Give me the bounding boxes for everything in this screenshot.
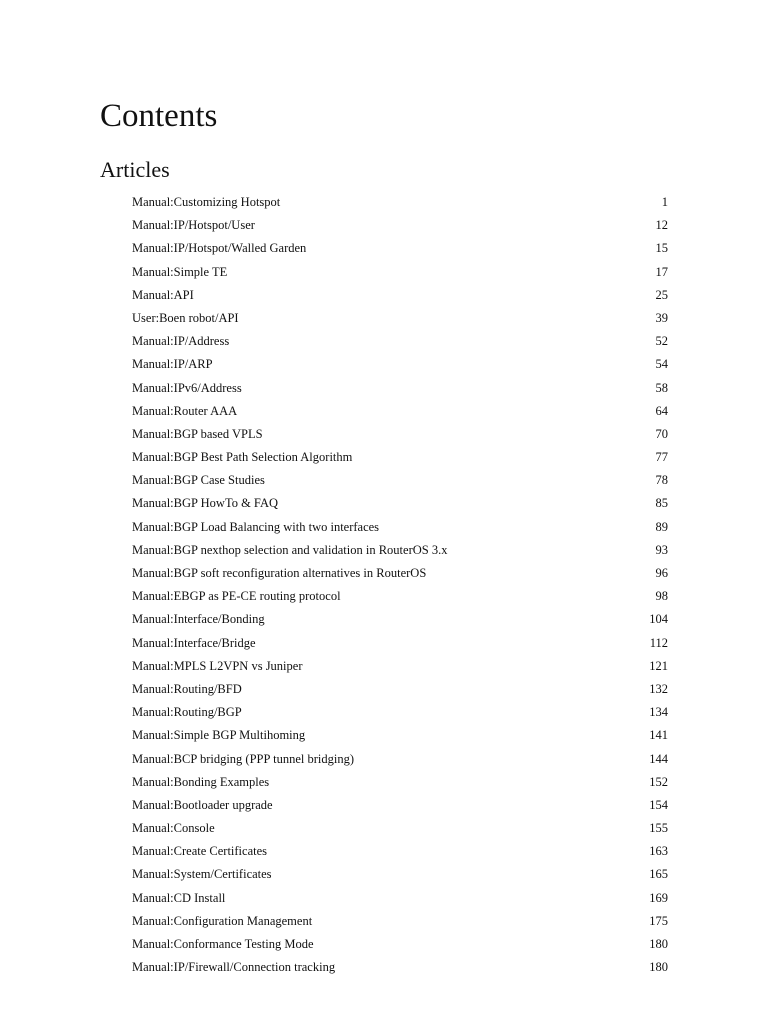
toc-entry-page-number: 25 <box>655 287 668 302</box>
toc-entry[interactable] <box>132 678 668 701</box>
toc-entry[interactable] <box>132 516 668 539</box>
toc-entry[interactable] <box>132 655 668 678</box>
toc-entry-title[interactable]: Manual:Bonding Examples <box>132 774 270 789</box>
toc-entry[interactable] <box>132 191 668 214</box>
toc-entry[interactable] <box>132 237 668 260</box>
toc-entry-page-number: 154 <box>649 797 668 812</box>
toc-entry[interactable] <box>132 701 668 724</box>
toc-entry-page-number: 155 <box>649 821 668 836</box>
toc-entry-title[interactable]: Manual:BGP based VPLS <box>132 426 263 441</box>
toc-entry-page-number: 77 <box>655 450 668 465</box>
toc-entry[interactable] <box>132 400 668 423</box>
toc-entry[interactable] <box>132 307 668 330</box>
toc-entry[interactable] <box>132 423 668 446</box>
toc-entry-page-number: 180 <box>649 937 668 951</box>
toc-entry-title[interactable]: Manual:IP/Hotspot/User <box>132 218 255 233</box>
toc-entry-title[interactable]: Manual:Create Certificates <box>132 844 268 859</box>
toc-entry-title[interactable]: Manual:BGP soft reconfiguration alternatives in RouterOS <box>132 566 427 580</box>
toc-entry-title[interactable]: Manual:Customizing Hotspot <box>132 195 281 209</box>
toc-entry-page-number: 134 <box>649 705 668 720</box>
toc-entry-page-number: 52 <box>655 334 668 349</box>
toc-entry-title[interactable]: Manual:BGP Best Path Selection Algorithm <box>132 450 353 465</box>
toc-entry-title[interactable]: Manual:BCP bridging (PPP tunnel bridging) <box>132 751 354 766</box>
toc-entry-page-number: 58 <box>655 380 668 395</box>
toc-entry-title[interactable]: Manual:EBGP as PE-CE routing protocol <box>132 589 341 604</box>
toc-entry-page-number: 70 <box>655 426 668 441</box>
toc-entry-page-number: 85 <box>655 496 668 511</box>
toc-entry[interactable] <box>132 863 668 886</box>
toc-entry-title[interactable]: Manual:BGP HowTo & FAQ <box>132 496 279 511</box>
toc-entry-title[interactable]: Manual:System/Certificates <box>132 867 272 882</box>
toc-entry-page-number: 165 <box>649 867 668 882</box>
toc-entry-title[interactable]: Manual:Simple BGP Multihoming <box>132 728 306 743</box>
toc-entry-title[interactable]: Manual:BGP nexthop selection and validation in RouterOS 3.x <box>132 542 448 557</box>
toc-entry-title[interactable]: Manual:Interface/Bonding <box>132 612 265 627</box>
toc-entry-page-number: 15 <box>655 241 668 256</box>
toc-entry-title[interactable]: Manual:Simple TE <box>132 264 228 279</box>
toc-entry-page-number: 180 <box>649 960 668 975</box>
toc-entry-page-number: 12 <box>655 218 668 233</box>
toc-entry[interactable] <box>132 214 668 237</box>
toc-entry-title[interactable]: Manual:API <box>132 287 194 302</box>
toc-entry[interactable] <box>132 284 668 307</box>
toc-entry[interactable] <box>132 492 668 515</box>
toc-entry-page-number: 89 <box>655 519 668 534</box>
toc-entry[interactable] <box>132 562 668 585</box>
toc-entry[interactable] <box>132 377 668 400</box>
toc-entry-page-number: 39 <box>655 310 668 325</box>
toc-entry-title[interactable]: Manual:BGP Case Studies <box>132 473 265 488</box>
toc-entry-title[interactable]: Manual:Routing/BFD <box>132 681 242 696</box>
toc-entry[interactable] <box>132 608 668 631</box>
toc-entry[interactable] <box>132 794 668 817</box>
toc-entry-page-number: 104 <box>649 612 668 627</box>
toc-entry-title[interactable]: Manual:Interface/Bridge <box>132 635 256 650</box>
toc-entry[interactable] <box>132 956 668 979</box>
toc-entry-page-number: 132 <box>649 681 668 696</box>
toc-list <box>132 191 668 979</box>
toc-entry-title[interactable]: Manual:MPLS L2VPN vs Juniper <box>132 658 303 673</box>
toc-entry-page-number: 96 <box>655 566 668 580</box>
toc-entry-page-number: 141 <box>649 728 668 743</box>
toc-entry-title[interactable]: Manual:IP/ARP <box>132 357 213 372</box>
toc-entry-page-number: 1 <box>661 195 668 209</box>
toc-entry-page-number: 78 <box>655 473 668 488</box>
toc-entry-page-number: 163 <box>649 844 668 859</box>
toc-entry[interactable] <box>132 817 668 840</box>
toc-entry-title[interactable]: Manual:IP/Firewall/Connection tracking <box>132 960 336 975</box>
toc-entry[interactable] <box>132 632 668 655</box>
toc-entry-title[interactable]: Manual:IP/Hotspot/Walled Garden <box>132 241 307 256</box>
toc-entry[interactable] <box>132 933 668 956</box>
toc-entry-title[interactable]: Manual:IP/Address <box>132 334 230 349</box>
toc-entry[interactable] <box>132 469 668 492</box>
toc-entry-title[interactable]: Manual:IPv6/Address <box>132 380 242 395</box>
section-title: Articles <box>100 157 170 182</box>
toc-entry[interactable] <box>132 446 668 469</box>
toc-entry-page-number: 169 <box>649 890 668 905</box>
toc-entry[interactable] <box>132 887 668 910</box>
toc-entry[interactable] <box>132 771 668 794</box>
toc-entry-page-number: 17 <box>655 264 668 279</box>
toc-entry-page-number: 144 <box>649 751 668 766</box>
toc-entry-page-number: 121 <box>649 658 668 673</box>
toc-entry-title[interactable]: Manual:Bootloader upgrade <box>132 797 273 812</box>
toc-entry-page-number: 93 <box>655 542 668 557</box>
toc-entry[interactable] <box>132 353 668 376</box>
page-title: Contents <box>100 98 218 134</box>
toc-entry[interactable] <box>132 539 668 562</box>
toc-entry[interactable] <box>132 585 668 608</box>
toc-entry-title[interactable]: Manual:Routing/BGP <box>132 705 242 720</box>
toc-entry-title[interactable]: Manual:BGP Load Balancing with two interfaces <box>132 519 380 534</box>
toc-entry-title[interactable]: Manual:Console <box>132 821 215 836</box>
toc-entry[interactable] <box>132 330 668 353</box>
toc-entry[interactable] <box>132 910 668 933</box>
toc-entry-page-number: 54 <box>655 357 668 372</box>
toc-entry-title[interactable]: Manual:Configuration Management <box>132 913 313 928</box>
toc-entry-page-number: 152 <box>649 774 668 789</box>
toc-entry-title[interactable]: User:Boen robot/API <box>132 310 239 325</box>
toc-entry-page-number: 175 <box>649 913 668 928</box>
toc-entry-title[interactable]: Manual:Conformance Testing Mode <box>132 937 314 951</box>
toc-entry-title[interactable]: Manual:CD Install <box>132 890 226 905</box>
toc-entry-page-number: 64 <box>655 403 668 418</box>
toc-entry[interactable] <box>132 748 668 771</box>
toc-entry[interactable] <box>132 261 668 284</box>
toc-entry[interactable] <box>132 840 668 863</box>
toc-entry-page-number: 112 <box>649 635 668 650</box>
toc-entry-title[interactable]: Manual:Router AAA <box>132 403 238 418</box>
toc-entry-page-number: 98 <box>655 589 668 604</box>
toc-entry[interactable] <box>132 724 668 747</box>
